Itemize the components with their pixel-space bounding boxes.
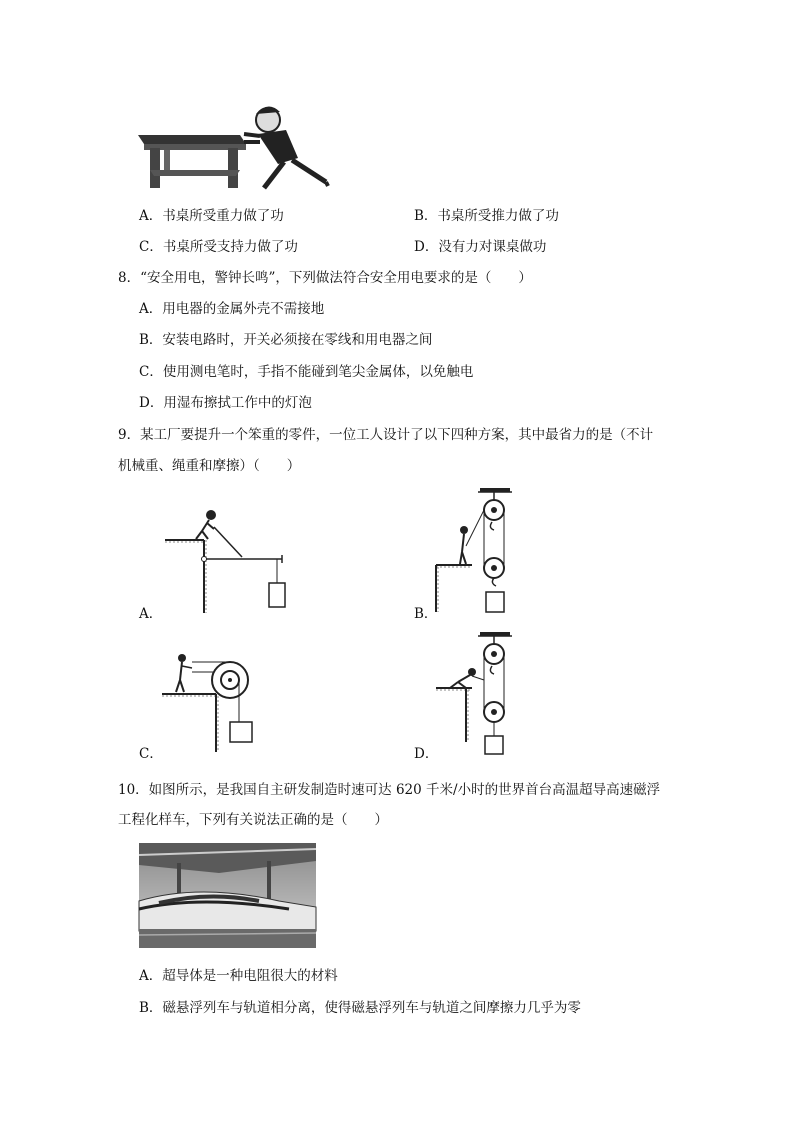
q10-stem-line2: 工程化样车，下列有关说法正确的是（ ） [118, 812, 388, 828]
q9-stem-line1: 9．某工厂要提升一个笨重的零件，一位工人设计了以下四种方案，其中最省力的是（不计 [118, 427, 654, 443]
q9-label-d: D． [414, 746, 439, 762]
q9-label-b: B． [414, 606, 438, 622]
q8-option-b: B．安装电路时，开关必须接在零线和用电器之间 [139, 332, 433, 348]
q9-label-c: C． [139, 746, 163, 762]
q10-stem-line1: 10．如图所示，是我国自主研发制造时速可达 620 千米/小时的世界首台高温超导高速磁浮 [118, 782, 661, 798]
maglev-train-photo [139, 843, 316, 948]
q7-option-d: D．没有力对课桌做功 [414, 239, 547, 255]
q8-option-d: D．用湿布擦拭工作中的灯泡 [139, 395, 312, 411]
q7-option-b: B．书桌所受推力做了功 [414, 208, 559, 224]
desk-push-figure [136, 100, 336, 195]
q8-stem: 8．“安全用电，警钟长鸣”，下列做法符合安全用电要求的是（ ） [118, 270, 532, 286]
q9-label-a: A． [139, 606, 163, 622]
q9-figure-b-pulleys [432, 488, 532, 618]
q9-figure-c-wheel [162, 650, 282, 760]
q9-figure-d-pulleys [432, 632, 532, 762]
q10-option-a: A．超导体是一种电阻很大的材料 [139, 968, 338, 984]
q10-option-b: B．磁悬浮列车与轨道相分离，使得磁悬浮列车与轨道之间摩擦力几乎为零 [139, 1000, 581, 1016]
q8-option-a: A．用电器的金属外壳不需接地 [139, 301, 325, 317]
q9-figure-a-lever [160, 505, 300, 615]
q9-stem-line2: 机械重、绳重和摩擦）（ ） [118, 458, 301, 474]
q8-option-c: C．使用测电笔时，手指不能碰到笔尖金属体，以免触电 [139, 364, 474, 380]
q7-option-a: A．书桌所受重力做了功 [139, 208, 284, 224]
q7-option-c: C．书桌所受支持力做了功 [139, 239, 298, 255]
